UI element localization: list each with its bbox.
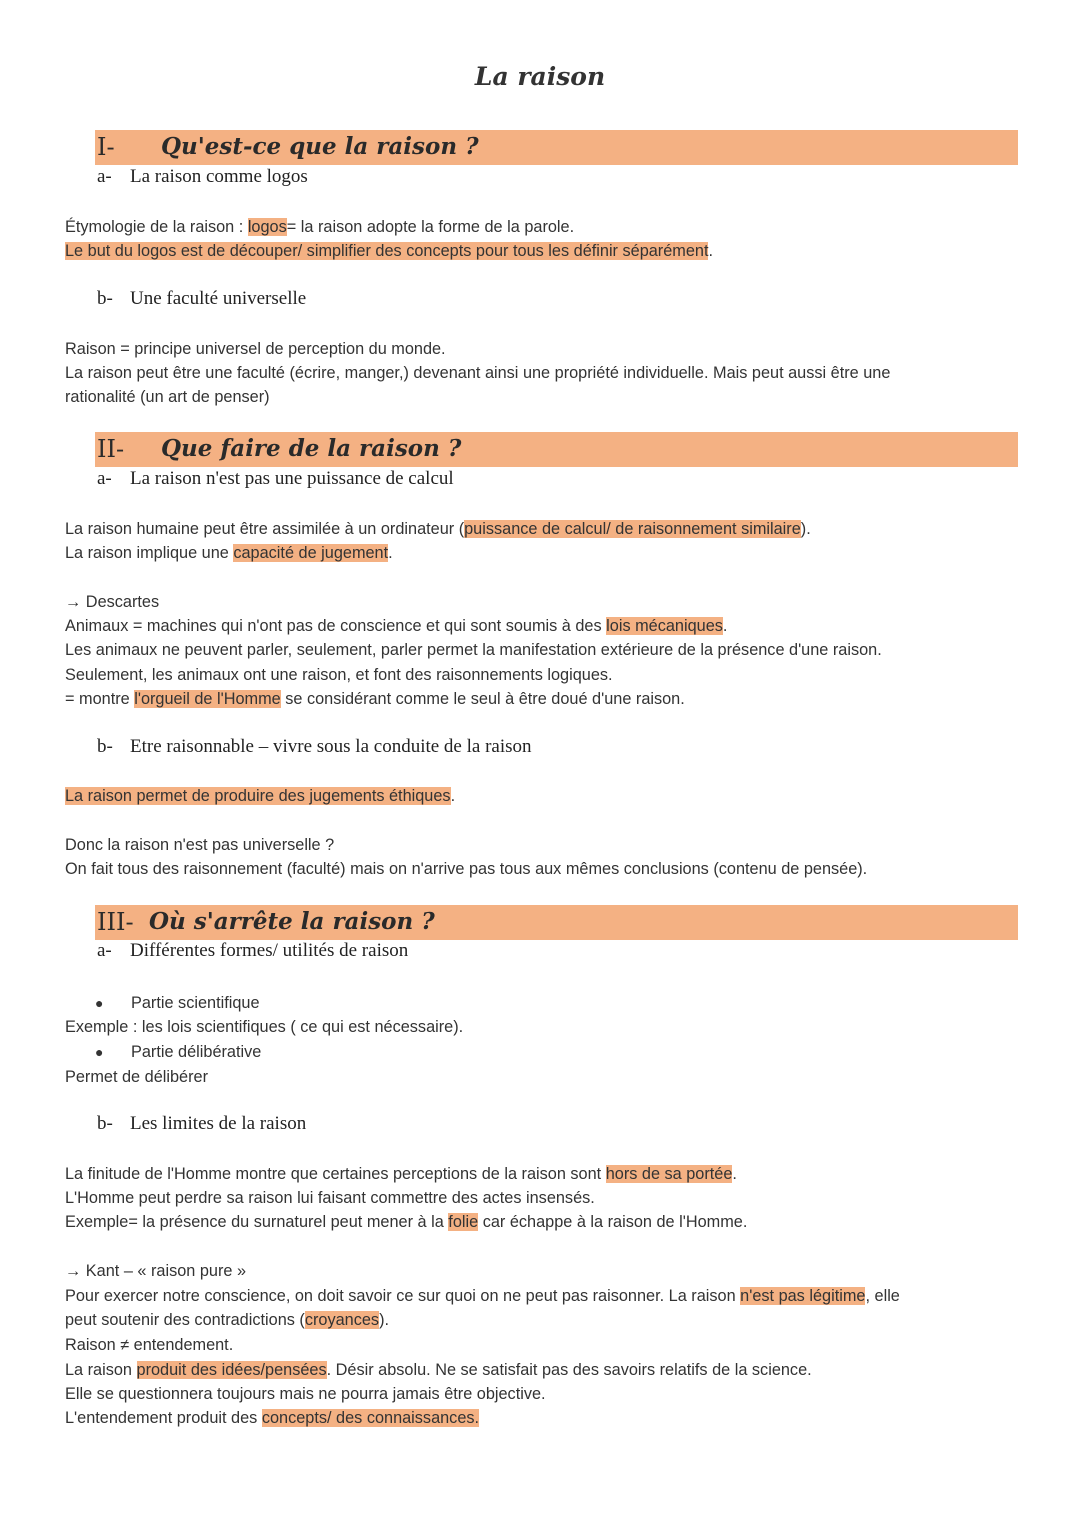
text-line: Exemple : les lois scientifiques ( ce qui est nécessaire).	[65, 1018, 464, 1036]
document-title: La raison	[474, 62, 606, 91]
highlight: croyances	[304, 1311, 380, 1329]
section-1-heading	[95, 130, 1018, 165]
text-line: Les animaux ne peuvent parler, seulement, parler permet la manifestation extérieure de la présence d'une raison.	[65, 641, 882, 659]
highlight: La raison permet de produire des jugements éthiques	[65, 787, 451, 805]
section-3-number: III-	[97, 908, 134, 936]
text-line: La raison peut être une faculté (écrire, manger,) devenant ainsi une propriété individuelle. Mais peut aussi être une	[65, 364, 891, 382]
text-line: La raison produit des idées/pensées. Désir absolu. Ne se satisfait pas des savoirs relatifs de la science.	[65, 1361, 812, 1379]
list-item: ● Partie scientifique	[95, 994, 260, 1012]
text-line: Elle se questionnera toujours mais ne pourra jamais être objective.	[65, 1385, 546, 1403]
text-line: Le but du logos est de découper/ simplifier des concepts pour tous les définir séparément.	[65, 242, 714, 260]
subsection-2a	[97, 468, 454, 490]
text-line: La finitude de l'Homme montre que certaines perceptions de la raison sont hors de sa portée.	[65, 1165, 737, 1183]
text-line: Permet de délibérer	[65, 1068, 208, 1086]
subsection-title: Les limites de la raison	[130, 1113, 307, 1134]
section-2-heading	[95, 432, 1018, 467]
highlight: logos	[247, 218, 287, 236]
subsection-title: Une faculté universelle	[130, 288, 307, 309]
text-line-kant: → Kant – « raison pure »	[65, 1262, 247, 1280]
highlight: produit des idées/pensées	[136, 1361, 327, 1379]
text-line-descartes: → Descartes	[65, 593, 160, 611]
highlight: capacité de jugement	[233, 544, 389, 562]
text-line: Raison ≠ entendement.	[65, 1336, 234, 1354]
subsection-letter: a-	[97, 166, 112, 187]
subsection-letter: b-	[97, 736, 113, 757]
text-line: Animaux = machines qui n'ont pas de conscience et qui sont soumis à des lois mécaniques.	[65, 617, 728, 635]
text-line: = montre l'orgueil de l'Homme se considérant comme le seul à être doué d'une raison.	[65, 690, 685, 708]
subsection-3b	[97, 1113, 306, 1135]
text-line: On fait tous des raisonnement (faculté) mais on n'arrive pas tous aux mêmes conclusions (contenu de pensée).	[65, 860, 868, 878]
section-1-number: I-	[97, 133, 115, 161]
subsection-letter: b-	[97, 1113, 113, 1134]
text-line: Raison = principe universel de perception du monde.	[65, 340, 446, 358]
subsection-letter: b-	[97, 288, 113, 309]
section-2-number: II-	[97, 435, 125, 463]
subsection-title: La raison comme logos	[130, 166, 308, 187]
subsection-1b	[97, 288, 306, 310]
subsection-letter: a-	[97, 468, 112, 489]
section-1-title: Qu'est-ce que la raison ?	[161, 133, 479, 160]
bullet-icon: ●	[95, 1044, 104, 1060]
highlight: hors de sa portée	[605, 1165, 733, 1183]
highlight: lois mécaniques	[606, 617, 723, 635]
list-item: ● Partie délibérative	[95, 1043, 262, 1061]
text-line: La raison implique une capacité de jugement.	[65, 544, 393, 562]
text-line: L'entendement produit des concepts/ des connaissances.	[65, 1409, 480, 1427]
text-line: Pour exercer notre conscience, on doit savoir ce sur quoi on ne peut pas raisonner. La raison n'est pas légitime, elle	[65, 1287, 900, 1305]
highlight: folie	[448, 1213, 479, 1231]
subsection-title: Différentes formes/ utilités de raison	[130, 940, 409, 961]
text-line: La raison permet de produire des jugements éthiques.	[65, 787, 456, 805]
bullet-icon: ●	[95, 995, 104, 1011]
text-line: Seulement, les animaux ont une raison, et font des raisonnements logiques.	[65, 666, 613, 684]
subsection-2b	[97, 736, 532, 758]
text-line: La raison humaine peut être assimilée à un ordinateur (puissance de calcul/ de raisonnement similaire).	[65, 520, 811, 538]
text-line: Exemple= la présence du surnaturel peut mener à la folie car échappe à la raison de l'Homme.	[65, 1213, 748, 1231]
section-2-title: Que faire de la raison ?	[161, 435, 462, 462]
section-3-heading	[95, 905, 1018, 940]
text-line: Étymologie de la raison : logos= la raison adopte la forme de la parole.	[65, 218, 575, 236]
subsection-3a	[97, 940, 408, 962]
text-line: rationalité (un art de penser)	[65, 388, 270, 406]
subsection-1a	[97, 166, 308, 188]
text-line: peut soutenir des contradictions (croyances).	[65, 1311, 390, 1329]
text-line: Donc la raison n'est pas universelle ?	[65, 836, 335, 854]
text-line: L'Homme peut perdre sa raison lui faisant commettre des actes insensés.	[65, 1189, 595, 1207]
section-3-title: Où s'arrête la raison ?	[149, 908, 435, 935]
subsection-title: Etre raisonnable – vivre sous la conduite de la raison	[130, 736, 532, 757]
highlight: puissance de calcul/ de raisonnement similaire	[464, 520, 801, 538]
subsection-title: La raison n'est pas une puissance de calcul	[130, 468, 454, 489]
subsection-letter: a-	[97, 940, 112, 961]
highlight: n'est pas légitime	[740, 1287, 866, 1305]
highlight: concepts/ des connaissances.	[261, 1409, 480, 1427]
highlight: Le but du logos est de découper/ simplifier des concepts pour tous les définir séparément	[65, 242, 709, 260]
highlight: l'orgueil de l'Homme	[134, 690, 281, 708]
